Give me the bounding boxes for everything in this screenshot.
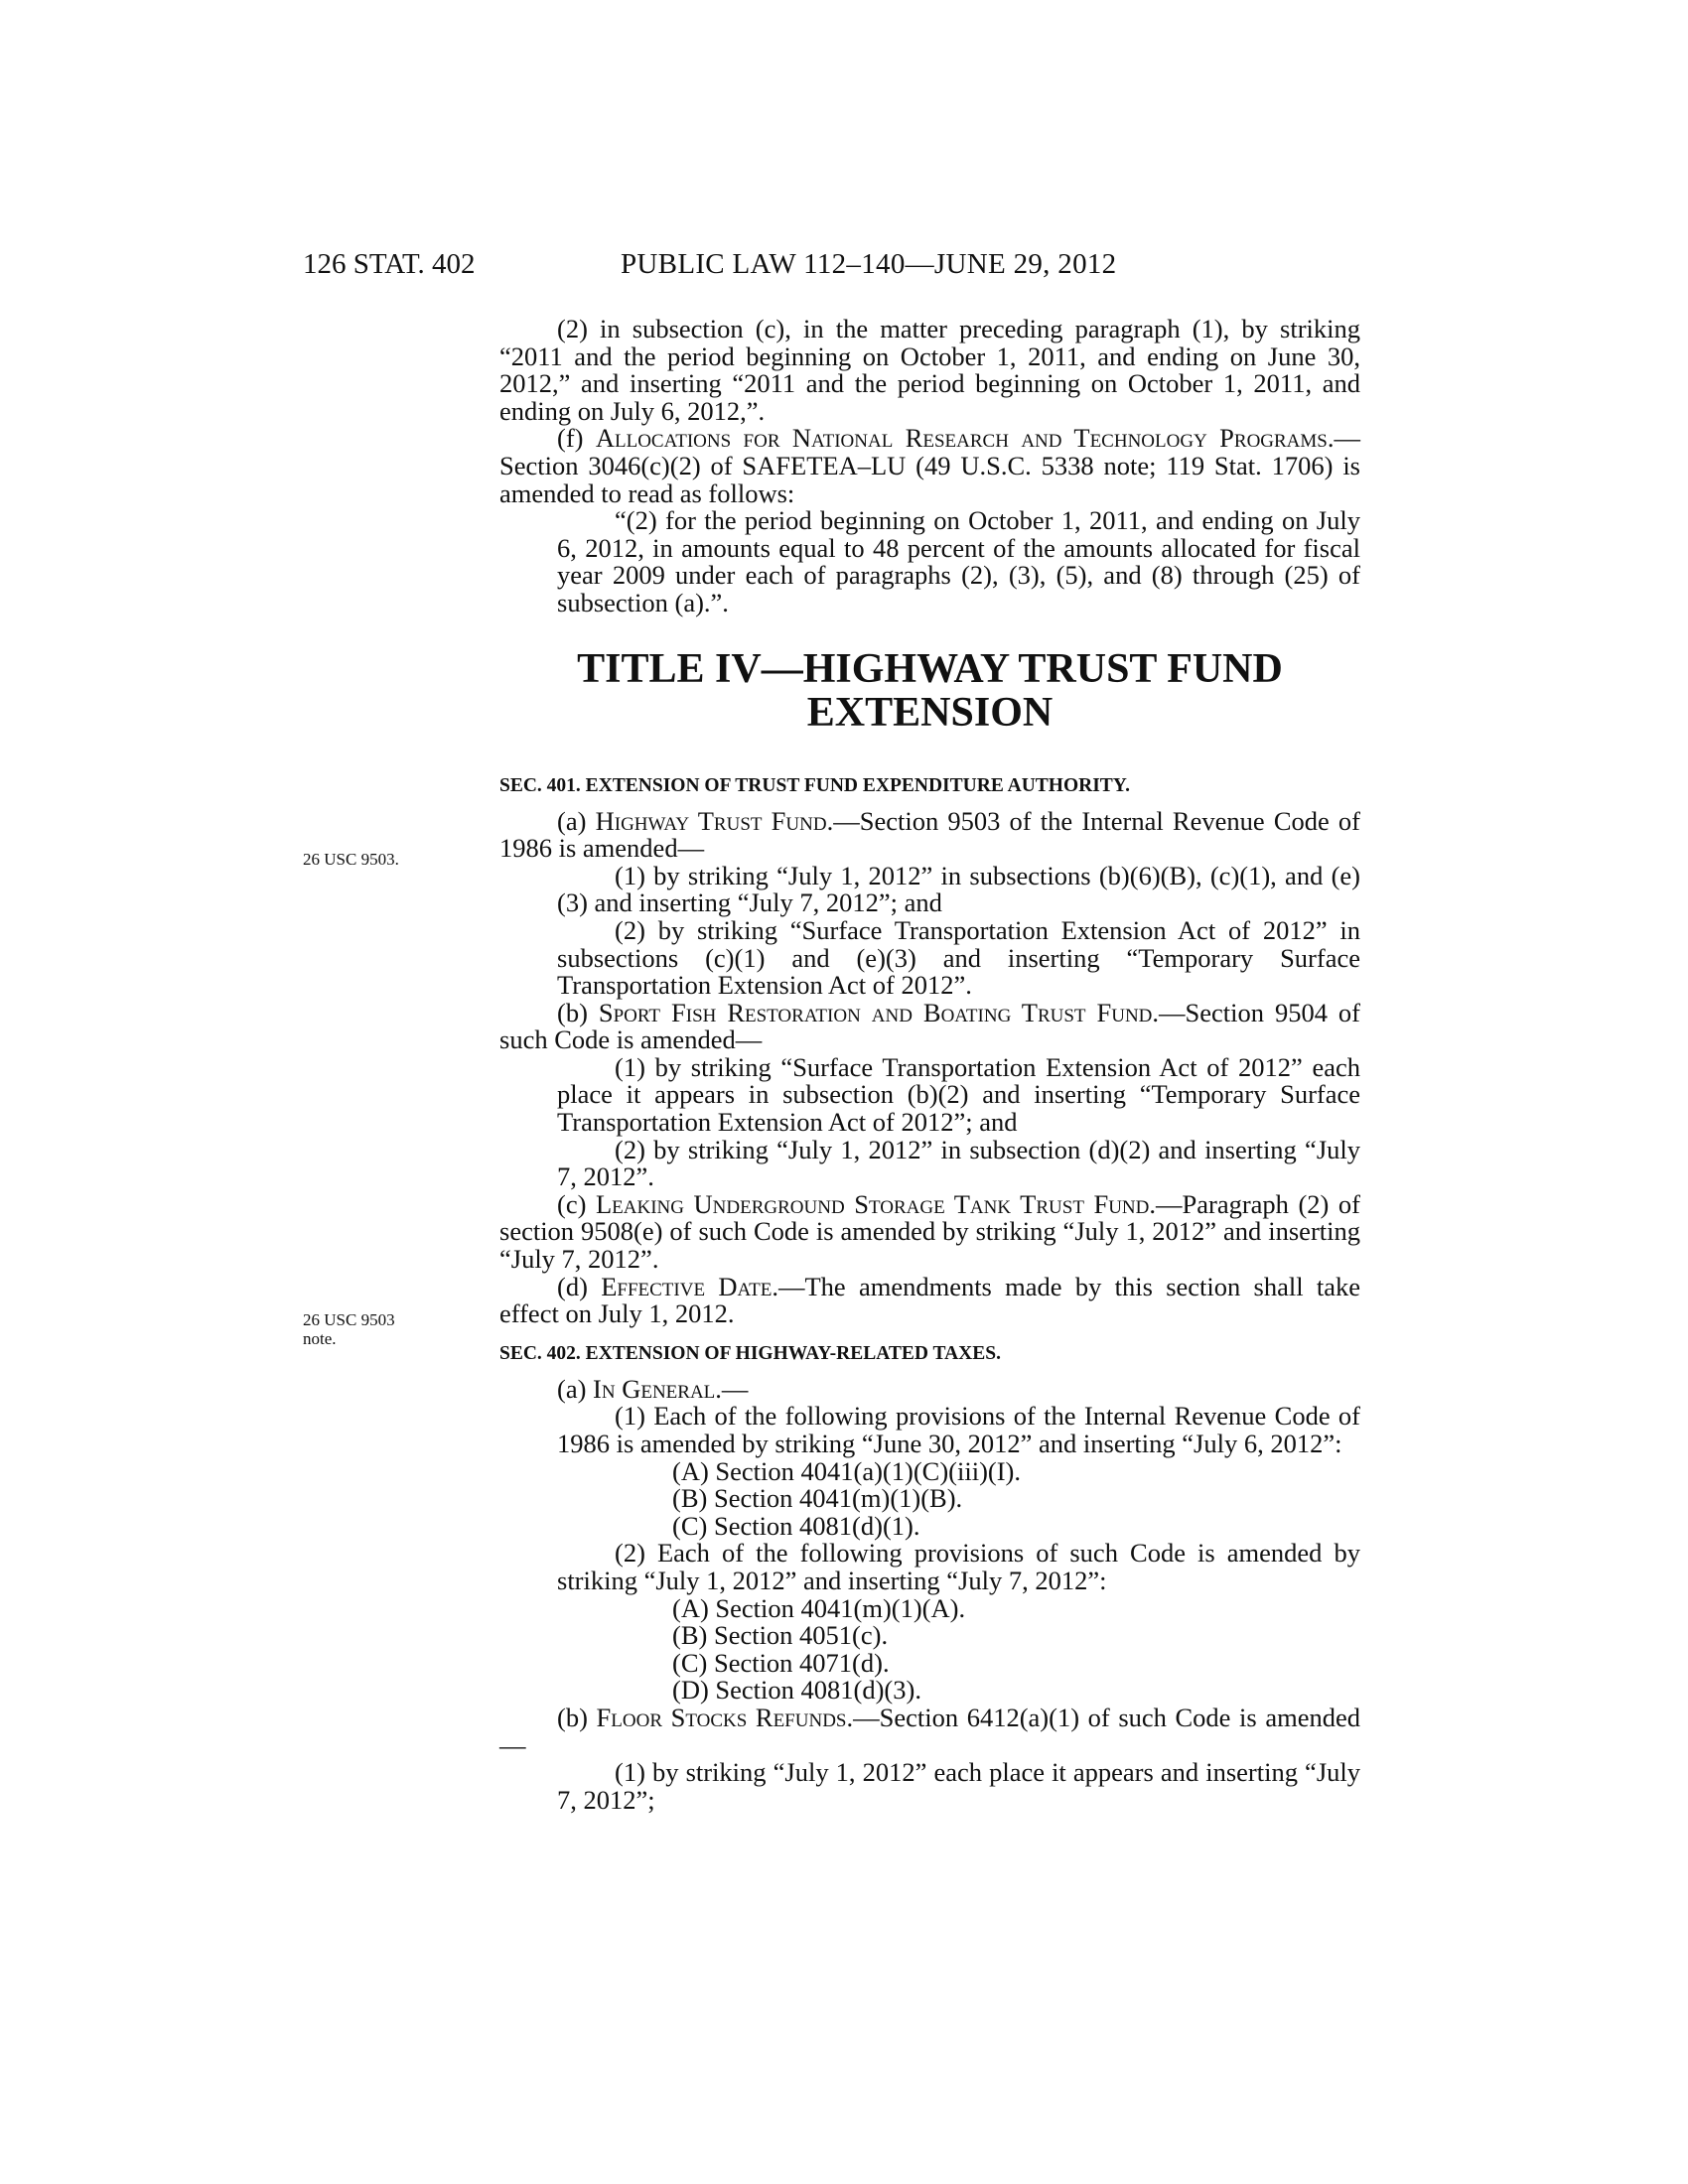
subsection-f: (f) Allocations for National Research and Technology Programs.—Section 3046(c)(2) of SAFETEA–LU (49 U.S.C. 5338 note; 119 Stat. 1706) is amended to read as follows: (499, 423, 1360, 508)
list-item: (C) Section 4081(d)(1). (672, 1510, 920, 1541)
section-401-heading: SEC. 401. EXTENSION OF TRUST FUND EXPENDITURE AUTHORITY. (499, 774, 1130, 796)
title-line: EXTENSION (806, 689, 1054, 736)
section-402-heading: SEC. 402. EXTENSION OF HIGHWAY-RELATED TAXES. (499, 1342, 1001, 1364)
section-402-b: (b) Floor Stocks Refunds.—Section 6412(a)(1) of such Code is amended— (499, 1702, 1360, 1760)
margin-note-line: 26 USC 9503 (303, 1310, 395, 1329)
document-body (499, 316, 1360, 1814)
margin-note-line: note. (303, 1329, 337, 1348)
page-header (303, 248, 1360, 288)
title-heading (499, 647, 1360, 735)
section-402-a: (a) In General.— (557, 1373, 749, 1404)
list-item: (A) Section 4041(a)(1)(C)(iii)(I). (672, 1455, 1021, 1486)
section-402-a2: (2) Each of the following provisions of such Code is amended by striking “July 1, 2012” and inserting “July 7, 2012”: (557, 1538, 1360, 1595)
subsection-heading: Leaking Underground Storage Tank Trust Fund. (595, 1188, 1156, 1219)
section-401-b: (b) Sport Fish Restoration and Boating Trust Fund.—Section 9504 of such Code is amended— (499, 997, 1361, 1055)
quoted-paragraph: “(2) for the period beginning on October 1, 2011, and ending on July 6, 2012, in amounts equal to 48 percent of the amounts allocated for fiscal year 2009 under each of paragraphs (2), (3), (5), and (8) through (25) of subsection (a).”. (557, 505, 1360, 617)
paragraph-2: (2) in subsection (c), in the matter preceding paragraph (1), by striking “2011 and the period beginning on October 1, 2011, and ending on June 30, 2012,” and inserting “2011 and the period beginning on October 1, 2011, and ending on July 6, 2012,”. (499, 314, 1360, 426)
list-item: (B) Section 4051(c). (672, 1620, 889, 1651)
subsection-heading: Allocations for National Research and Technology Programs. (595, 423, 1335, 454)
section-402-a1: (1) Each of the following provisions of the Internal Revenue Code of 1986 is amended by striking “June 30, 2012” and inserting “July 6, 2012”: (557, 1401, 1360, 1458)
list-item: (A) Section 4041(m)(1)(A). (672, 1592, 966, 1623)
list-item: (C) Section 4071(d). (672, 1647, 890, 1678)
margin-note-9503: 26 USC 9503. (303, 850, 399, 869)
section-401-a1: (1) by striking “July 1, 2012” in subsections (b)(6)(B), (c)(1), and (e)(3) and inserting “July 7, 2012”; and (557, 860, 1360, 918)
margin-note-9503-note (303, 1310, 452, 1348)
stat-reference: 126 STAT. 402 (303, 248, 476, 280)
law-reference: PUBLIC LAW 112–140—JUNE 29, 2012 (621, 248, 1117, 280)
section-402-b1: (1) by striking “July 1, 2012” each place it appears and inserting “July 7, 2012”; (557, 1757, 1360, 1815)
section-401-d: (d) Effective Date.—The amendments made by this section shall take effect on July 1, 2012. (499, 1271, 1361, 1329)
list-item: (B) Section 4041(m)(1)(B). (672, 1483, 963, 1514)
subsection-heading: Sport Fish Restoration and Boating Trust Fund. (598, 997, 1160, 1027)
section-401-a: (a) Highway Trust Fund.—Section 9503 of the Internal Revenue Code of 1986 is amended— (499, 805, 1361, 864)
section-401-b1: (1) by striking “Surface Transportation Extension Act of 2012” each place it appears in subsection (b)(2) and inserting “Temporary Surface Transportation Extension Act of 2012”; and (557, 1051, 1360, 1138)
section-401-b2: (2) by striking “July 1, 2012” in subsection (d)(2) and inserting “July 7, 2012”. (557, 1134, 1360, 1192)
list-item: (D) Section 4081(d)(3). (672, 1675, 921, 1706)
subsection-heading: Floor Stocks Refunds. (596, 1702, 854, 1732)
section-401-c: (c) Leaking Underground Storage Tank Trust Fund.—Paragraph (2) of section 9508(e) of such Code is amended by striking “July 1, 2012” and inserting “July 7, 2012”. (499, 1188, 1360, 1275)
subsection-heading: Effective Date. (601, 1271, 778, 1301)
subsection-heading: In General. (593, 1373, 722, 1404)
subsection-heading: Highway Trust Fund. (595, 805, 834, 836)
title-line: TITLE IV—HIGHWAY TRUST FUND (577, 645, 1283, 692)
section-401-a2: (2) by striking “Surface Transportation Extension Act of 2012” in subsections (c)(1) and (e)(3) and inserting “Temporary Surface Transportation Extension Act of 2012”. (557, 914, 1360, 1001)
